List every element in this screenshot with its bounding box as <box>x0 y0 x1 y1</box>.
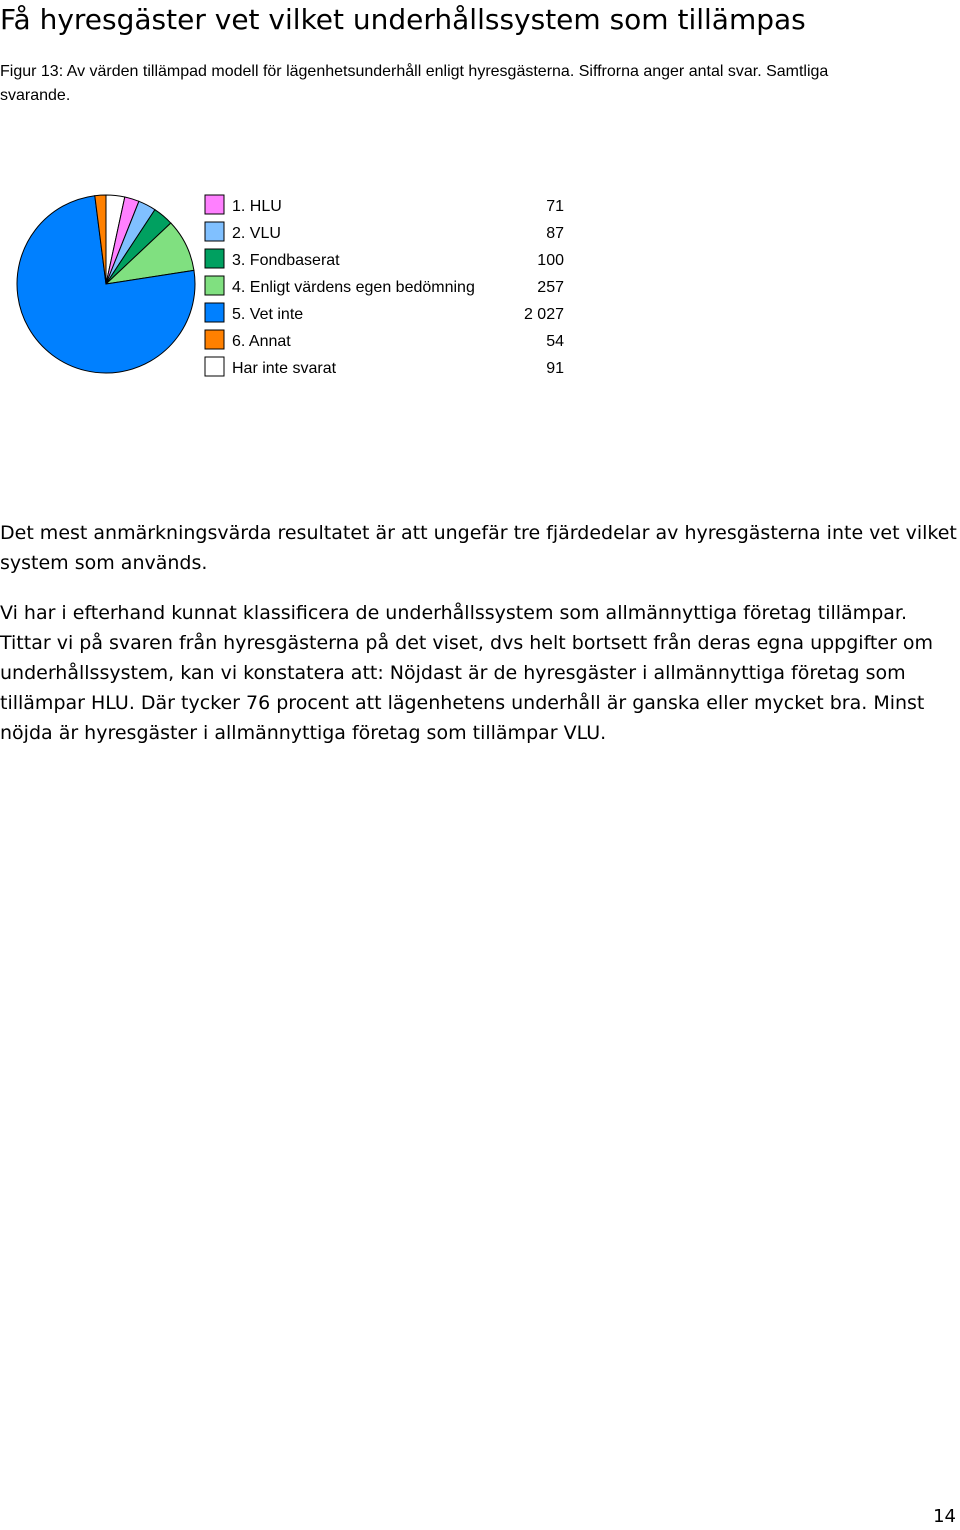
pie-chart <box>0 180 620 390</box>
page-heading: Få hyresgäster vet vilket underhållssystem som tillämpas <box>0 3 806 36</box>
chart-legend <box>205 195 564 377</box>
page-number: 14 <box>933 1506 956 1527</box>
legend-label-6: 6. Annat <box>232 333 291 350</box>
legend-swatch-7 <box>205 357 224 376</box>
legend-value-5: 2 027 <box>523 306 564 323</box>
legend-label-4: 4. Enligt värdens egen bedömning <box>232 279 475 296</box>
legend-swatch-4 <box>205 276 224 295</box>
legend-value-3: 100 <box>537 252 564 269</box>
legend-label-3: 3. Fondbaserat <box>232 252 340 269</box>
legend-value-1: 71 <box>546 198 564 215</box>
legend-swatch-1 <box>205 195 224 214</box>
pie-chart-svg <box>0 180 620 390</box>
legend-value-4: 257 <box>537 279 564 296</box>
legend-swatch-6 <box>205 330 224 349</box>
legend-swatch-3 <box>205 249 224 268</box>
paragraph-2: Vi har i efterhand kunnat klassificera de underhållssystem som allmännyttiga företag tillämpar. Tittar vi på svaren från hyresgästerna på det viset, dvs helt bortsett från deras egna uppgifter om underhållssystem, kan vi konstatera att: Nöjdast är de hyresgäster i allmännyttiga företag som tillämpar HLU. Där tycker 76 procent att lägenhetens underhåll är ganska eller mycket bra. Minst nöjda är hyresgäster i allmännyttiga företag som tillämpar VLU. <box>0 602 934 744</box>
legend-value-7: 91 <box>546 360 564 377</box>
pie-slices <box>17 195 195 373</box>
figure-caption: Figur 13: Av värden tillämpad modell för lägenhetsunderhåll enligt hyresgästerna. Siffrorna anger antal svar. Samtliga svarande. <box>0 63 829 104</box>
legend-label-2: 2. VLU <box>232 225 281 242</box>
legend-swatch-2 <box>205 222 224 241</box>
paragraph-1: Det mest anmärkningsvärda resultatet är att ungefär tre fjärdedelar av hyresgästerna inte vet vilket system som används. <box>0 522 957 574</box>
legend-value-6: 54 <box>546 333 564 350</box>
legend-label-1: 1. HLU <box>232 198 282 215</box>
legend-value-2: 87 <box>546 225 564 242</box>
legend-swatch-5 <box>205 303 224 322</box>
legend-label-5: 5. Vet inte <box>232 306 304 323</box>
legend-label-7: Har inte svarat <box>232 360 337 377</box>
